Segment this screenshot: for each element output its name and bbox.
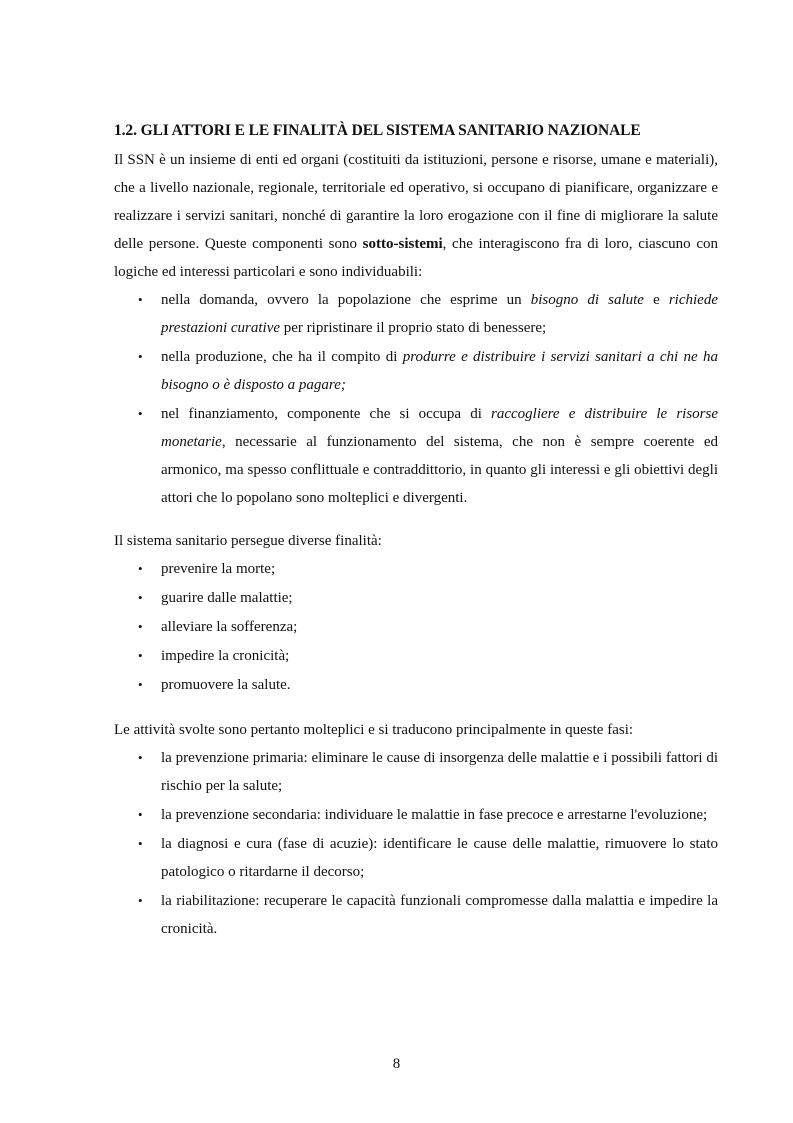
component-italic: bisogno di salute	[530, 292, 644, 308]
list-item	[114, 830, 718, 886]
bullet-icon: •	[138, 349, 143, 364]
bullet-icon: •	[138, 292, 143, 307]
component-text: nel finanziamento, componente che si occupa di	[161, 406, 491, 422]
activities-list	[114, 744, 718, 944]
component-italic: raccogliere e distribuire le risorse monetarie	[161, 406, 719, 450]
activity-text: la diagnosi e cura (fase di acuzie): identificare le cause delle malattie, rimuovere lo stato patologico o ritardarne il decorso;	[161, 836, 718, 880]
list-item	[114, 887, 718, 943]
goals-intro: Il sistema sanitario persegue diverse finalità:	[114, 533, 382, 549]
component-text: per ripristinare il proprio stato di benessere;	[280, 320, 547, 336]
list-item	[114, 801, 718, 829]
component-italic: produrre e distribuire i servizi sanitari a chi ne ha bisogno o è disposto a pagare;	[161, 349, 718, 393]
list-item	[114, 555, 718, 583]
bullet-icon: •	[138, 406, 143, 421]
bullet-icon: •	[138, 807, 143, 822]
list-item	[114, 744, 718, 800]
bullet-icon: •	[138, 750, 143, 765]
goal-text: promuovere la salute.	[161, 677, 291, 693]
bullet-icon: •	[138, 561, 143, 576]
activity-text: la prevenzione primaria: eliminare le cause di insorgenza delle malattie e i possibili fattori di rischio per la salute;	[161, 750, 718, 794]
intro-text-b: , che interagiscono fra di loro, ciascuno con logiche ed interessi particolari e sono individuabili:	[114, 236, 718, 280]
list-item	[114, 671, 718, 699]
list-item	[114, 343, 718, 399]
component-text: nella domanda, ovvero la popolazione che esprime un	[161, 292, 531, 308]
bullet-icon: •	[138, 619, 143, 634]
goal-text: prevenire la morte;	[161, 561, 276, 577]
list-item	[114, 584, 718, 612]
component-italic: richiede prestazioni curative	[161, 292, 718, 336]
component-text: e	[643, 292, 669, 308]
goal-text: alleviare la sofferenza;	[161, 619, 298, 635]
bullet-icon: •	[138, 677, 143, 692]
list-item	[114, 642, 718, 670]
list-item	[114, 400, 718, 512]
bullet-icon: •	[138, 590, 143, 605]
goal-text: impedire la cronicità;	[161, 648, 290, 664]
intro-text-a: Il SSN è un insieme di enti ed organi (costituiti da istituzioni, persone e risorse, umane e materiali), che a livello nazionale, regionale, territoriale ed operativo, si occupano di pianificare, organizzare e realizzare i servizi sanitari, nonché di garantire la loro erogazione con il fine di migliorare la salute delle persone. Queste componenti sono	[114, 152, 718, 252]
bullet-icon: •	[138, 648, 143, 663]
goals-list	[114, 555, 718, 700]
bullet-icon: •	[138, 836, 143, 851]
section-heading: 1.2. GLI ATTORI E LE FINALITÀ DEL SISTEMA SANITARIO NAZIONALE	[114, 122, 641, 139]
bullet-icon: •	[138, 893, 143, 908]
intro-paragraph	[114, 146, 718, 286]
intro-bold-term: sotto-sistemi	[362, 236, 443, 252]
component-text: nella produzione, che ha il compito di	[161, 349, 403, 365]
list-item	[114, 286, 718, 342]
activity-text: la prevenzione secondaria: individuare le malattie in fase precoce e arrestarne l'evoluzione;	[161, 807, 708, 823]
activities-intro: Le attività svolte sono pertanto molteplici e si traducono principalmente in queste fasi:	[114, 722, 634, 738]
page-number: 8	[392, 1056, 401, 1072]
goal-text: guarire dalle malattie;	[161, 590, 293, 606]
activity-text: la riabilitazione: recuperare le capacità funzionali compromesse dalla malattia e impedire la cronicità.	[161, 893, 718, 937]
component-text: , necessarie al funzionamento del sistema, che non è sempre coerente ed armonico, ma spesso conflittuale e contraddittorio, in quanto gli interessi e gli obiettivi degli attori che lo popolano sono molteplici e divergenti.	[161, 434, 718, 506]
list-item	[114, 613, 718, 641]
components-list	[114, 286, 718, 513]
